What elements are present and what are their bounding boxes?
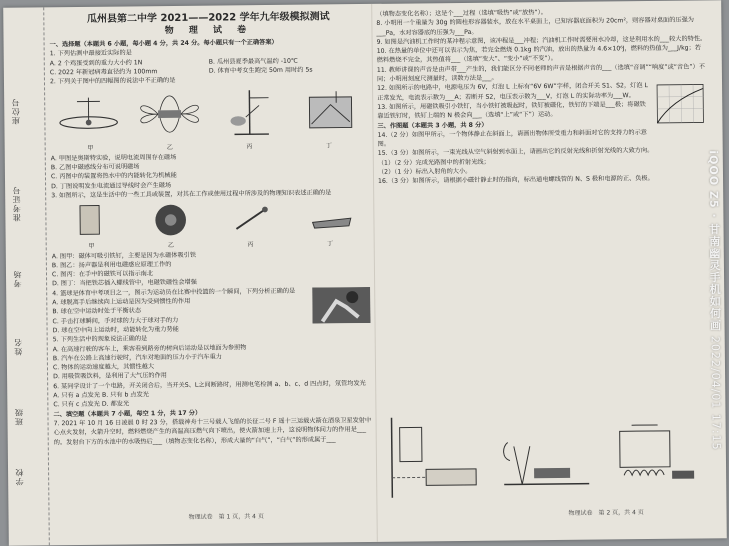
watermark-device: iQOO Z5 · 甘南幽灵手机如何画 [707,150,722,331]
name-label: 姓名 [13,338,24,356]
q2-label-a: 甲 [51,144,131,154]
q1-option-a: A. 2 个鸡蛋受到的重力大小约 1N [50,57,209,68]
bottom-figures [383,404,704,507]
section-2-heading: 二、填空题（本题共 7 小题，每空 1 分，共 17 分） [53,407,371,420]
exam-no-label: 准考证号 [11,186,22,222]
q4-option-d: D. 球在空中向上运动时，动能转化为重力势能 [53,323,371,336]
exam-paper [3,0,727,545]
question-12: 12. 如图所示的电路中，电源电压为 6V，灯泡 L 上标有“6V 6W”字样，闭合开关 S1、S2，灯泡 L 正常发光，电流表示数为___A；若断开 S2，电压表示数为___V，灯泡 L 的实际功率为___W。 [377,81,707,103]
question-10: 10. 在热量的单位中还可以表示为焦，若完全燃烧 0.1kg 的汽油，放出的热量为 4.6×10⁶J，燃料的热值为___J/kg；若燃料燃烧不完全，其热值将___（选填“变大”、“变小”或“不变”）。 [377,44,707,66]
q2-figures [50,84,369,143]
figure-ruler-setup [383,407,488,508]
q2-figure-d [292,84,369,141]
question-15: 15.（3 分）如图所示，一束光线从空气斜射到水面上，请画出它的反射光线和折射光线的大致方向。 [378,146,708,159]
q3-figure-d [293,198,370,239]
q5-option-d: D. 用吸管吸饮料，是利用了大气压的作用 [53,369,371,382]
q4-option-a: A. 球脱离手后继续向上运动是因为受到惯性的作用 [52,295,370,308]
question-16: 16.（3 分）如图所示，请根据小磁针静止时的指向，标出通电螺线管的 N、S 极和电源的正、负极。 [378,174,708,187]
question-11: 11. 教师讲课的声音是由声带___产生的，我们能区分不同老师的声音是根据声音的___（选填“音调”“响度”或“音色”）不同；小明用刻度尺测量时，读数方法是___。 [377,62,707,84]
seat-label: 座位号 [10,98,21,125]
q2-figure-c [211,85,288,142]
q2-option-b: B. 乙图中磁感线分布可说明磁场 [51,160,369,173]
q3-option-d: D. 图丁：当把铁芯插入螺线管中，电磁铁磁性会增强 [52,276,370,289]
question-7: 7. 2021 年 10 月 16 日凌晨 0 时 23 分，搭载神舟十三号载人飞船的长征二号 F 遥十三运载火箭在酒泉卫星发射中心点火发射，火箭升空时，燃料燃烧产生的高温高压燃气向下喷出，使火箭加速上升，这说明物体间力的作用是___的。发射台下方的水池中的水吸热后___（填物态变化名称），形成大量的“白气”，“白气”的形成属于___ [54,416,372,447]
exam-subtitle: 物 理 试 卷 [49,23,367,38]
q5-option-c: C. 物体的运动速度越大，其惯性越大 [53,360,371,373]
footer-right: 物理试卷 第 2 页，共 4 页 [568,507,643,517]
q15-part-1: （1）（2 分）完成光路图中的折射光线； [378,155,708,168]
q2-option-d: D. 丁图说明发生电流通过导线时会产生磁场 [51,179,369,192]
question-14: 14.（2 分）如图甲所示，一个物体静止在斜面上，请画出物体所受重力和斜面对它的支持力的示意图。 [378,127,708,149]
school-label: 学校 [14,468,25,486]
q2-figure-b [131,86,208,143]
binding-margin [3,7,50,545]
right-page [376,6,708,186]
q12-circuit-graph [651,81,707,130]
q6-options-cd: C. 只有 c 点发光 D. 都发光 [53,397,371,410]
q2-figure-a [50,87,127,144]
question-5: 5. 下列生活中的现象说法正确的是 [53,332,371,345]
footer-left: 物理试卷 第 1 页，共 4 页 [188,511,263,521]
question-3: 3. 如图所示，这是生活中的一些工具或装置，对其在工作或使用过程中所涉及的物理知识表述正确的是 [51,188,369,201]
q3-option-b: B. 图乙：扬声器是利用电磁感应原理工作的 [52,258,370,271]
q3-figure-c [212,199,289,240]
q3-figure-a [51,201,128,242]
figure-solenoid-setup [599,404,704,505]
question-2: 2. 下列关于图中的四幅图的说法中不正确的是 [50,74,368,87]
question-8: 8. 小明用一个重量为 30g 的圆柱形容器装水，放在水平桌面上，已知容器底面积为 20cm²，则容器对桌面的压强为___Pa，水对容器底的压强为___Pa。 [376,16,706,38]
q2-label-d: 丁 [289,141,369,151]
left-page [49,10,372,447]
figure-magnet-setup [491,406,596,507]
class-label: 班级 [13,408,24,426]
q1-option-d: D. 体育中考女生跑完 50m 用时约 5s [209,65,368,76]
q5-option-a: A. 在高速行驶的客车上，乘客看到路旁的树向后运动是以地面为参照物 [53,341,371,354]
q1-option-c: C. 2022 年新冠病毒直径约为 100mm [50,67,209,78]
q3-option-a: A. 图甲：磁体可吸引铁钉，主要是因为永磁体吸引铁 [52,249,370,262]
exam-title: 瓜州县第二中学 2021——2022 学年九年级模拟测试 [49,10,367,26]
question-4: 4. 篮球是体育中考项目之一，图示为运动员在比赛中投篮的一个瞬间，下列分析正确的是 [52,286,370,299]
q5-option-b: B. 汽车在公路上高速行驶时，汽车对地面的压力小于汽车重力 [53,351,371,364]
q4-option-c: C. 手击打球瞬间，手对球的力大于球对手的力 [52,314,370,327]
basketball-photo [312,287,370,324]
room-label: 考场 [12,270,23,288]
q3-label-c: 丙 [211,240,291,250]
question-6: 6. 某同学设计了一个电路，开关闭合后，当开关S、L之间断路时，用测电笔检测 a、b、c、d 四点时，氖管均发光 [53,379,371,392]
q1-option-b: B. 瓜州县夏季最高气温约 -10℃ [209,56,368,67]
q3-label-b: 乙 [131,241,211,251]
question-7-cont: （填物态变化名称）；这是个___过程（选填“吸热”或“放热”）。 [376,6,706,19]
q4-option-b: B. 球在空中运动时处于平衡状态 [52,304,370,317]
camera-watermark [691,150,725,530]
q15-part-2: （2）（1 分）标出入射角的大小。 [378,164,708,177]
section-1-heading: 一、选择题（本题共 6 小题，每小题 4 分，共 24 分。每小题只有一个正确答案） [50,37,368,50]
watermark-datetime: 2022/04/01 17:15 [709,336,723,451]
question-13: 13. 如图所示，用磁铁吸引小铁钉，当小铁钉被吸起时，铁钉被磁化，铁钉的下端是___极；将磁铁靠近铁钉时，铁钉上端的 N 极会向___（选填“上”或“下”）运动。 [377,99,707,121]
question-9: 9. 如图是汽油机工作时的某冲程示意图，该冲程是___冲程；汽油机工作时需要用水冷却，这是利用水的___较大的特性。 [377,34,707,47]
section-3-heading: 三、作图题（本题共 3 小题，共 8 分） [377,118,707,131]
q2-label-c: 丙 [210,142,290,152]
question-1: 1. 下列估测中最接近实际的是 [50,46,368,59]
q3-figure-b [132,200,209,241]
q3-figures [51,198,369,241]
q3-label-d: 丁 [290,239,370,249]
q2-label-b: 乙 [130,143,210,153]
q3-option-c: C. 图丙：在手中的磁铁可以指示南北 [52,267,370,280]
q6-options-ab: A. 只有 a 点发光 B. 只有 b 点发光 [53,388,371,401]
q2-option-c: C. 丙图中的装置将热水中的内能转化为机械能 [51,169,369,182]
q2-option-a: A. 甲图是奥斯特实验，说明电流周围存在磁场 [51,151,369,164]
q3-label-a: 甲 [52,242,132,252]
